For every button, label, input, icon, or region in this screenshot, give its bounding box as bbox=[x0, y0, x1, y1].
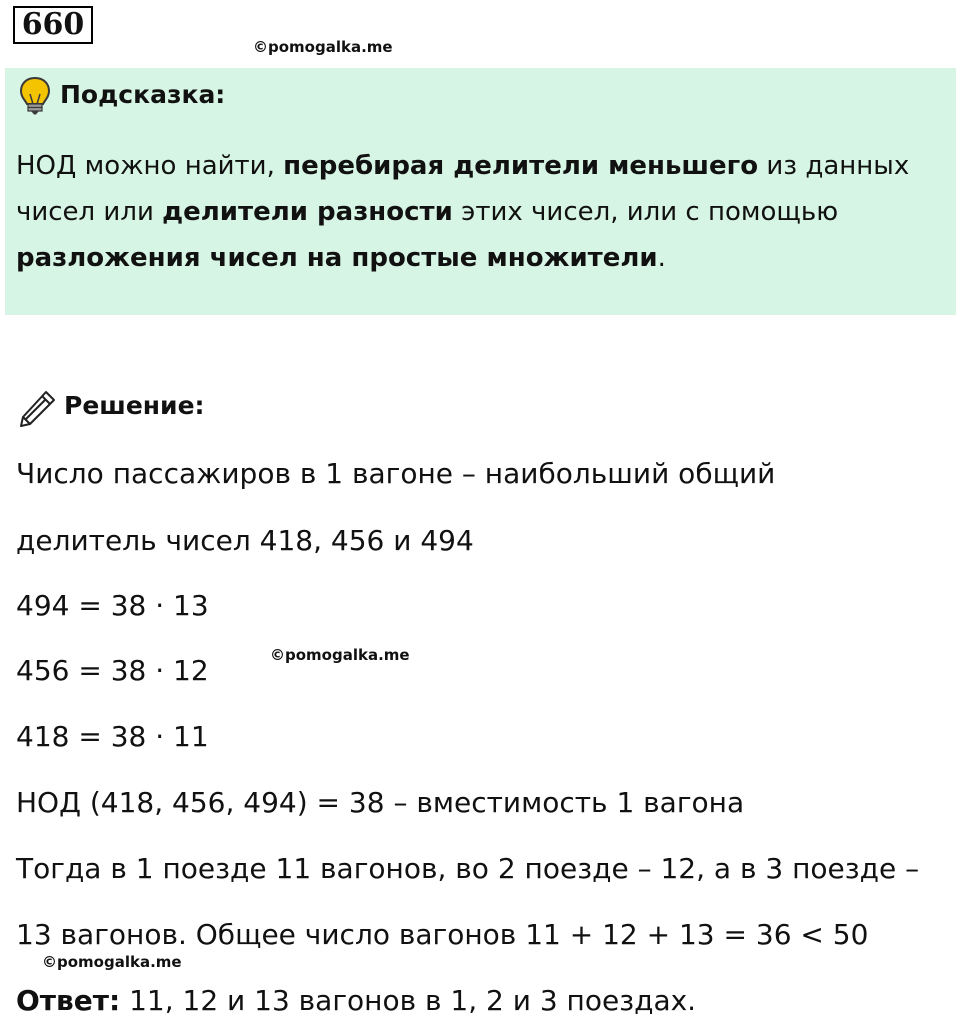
problem-number: 660 bbox=[13, 6, 93, 44]
solution-line: НОД (418, 456, 494) = 38 – вместимость 1 вагона bbox=[16, 786, 745, 819]
hint-part: этих чисел, или с помощью bbox=[452, 197, 839, 227]
hint-part: НОД можно найти, bbox=[16, 151, 284, 181]
answer-line bbox=[16, 983, 696, 1019]
watermark-middle: ©pomogalka.me bbox=[270, 646, 410, 664]
watermark-bottom: ©pomogalka.me bbox=[42, 953, 182, 971]
pencil-icon bbox=[18, 388, 58, 428]
solution-line: Тогда в 1 поезде 11 вагонов, во 2 поезде – 12, а в 3 поезде – bbox=[16, 852, 920, 885]
answer-text: 11, 12 и 13 вагонов в 1, 2 и 3 поездах. bbox=[120, 984, 697, 1017]
lightbulb-icon bbox=[18, 76, 52, 116]
hint-bold-part: делители разности bbox=[162, 197, 453, 227]
hint-text bbox=[16, 143, 946, 281]
hint-part: из данных чисел или bbox=[16, 151, 910, 227]
solution-title: Решение: bbox=[64, 391, 205, 420]
hint-part: . bbox=[657, 243, 666, 273]
watermark-top: ©pomogalka.me bbox=[253, 38, 393, 56]
solution-line: 418 = 38 · 11 bbox=[16, 720, 209, 753]
solution-line: 456 = 38 · 12 bbox=[16, 654, 209, 687]
hint-bold-part: разложения чисел на простые множители bbox=[16, 243, 658, 273]
hint-title: Подсказка: bbox=[60, 80, 226, 109]
hint-bold-part: перебирая делители меньшего bbox=[283, 151, 759, 181]
solution-line: 13 вагонов. Общее число вагонов 11 + 12 + 13 = 36 < 50 bbox=[16, 918, 869, 951]
answer-label: Ответ: bbox=[16, 984, 121, 1017]
solution-line: делитель чисел 418, 456 и 494 bbox=[16, 524, 474, 557]
solution-line: Число пассажиров в 1 вагоне – наибольший общий bbox=[16, 457, 776, 490]
solution-line: 494 = 38 · 13 bbox=[16, 589, 209, 622]
